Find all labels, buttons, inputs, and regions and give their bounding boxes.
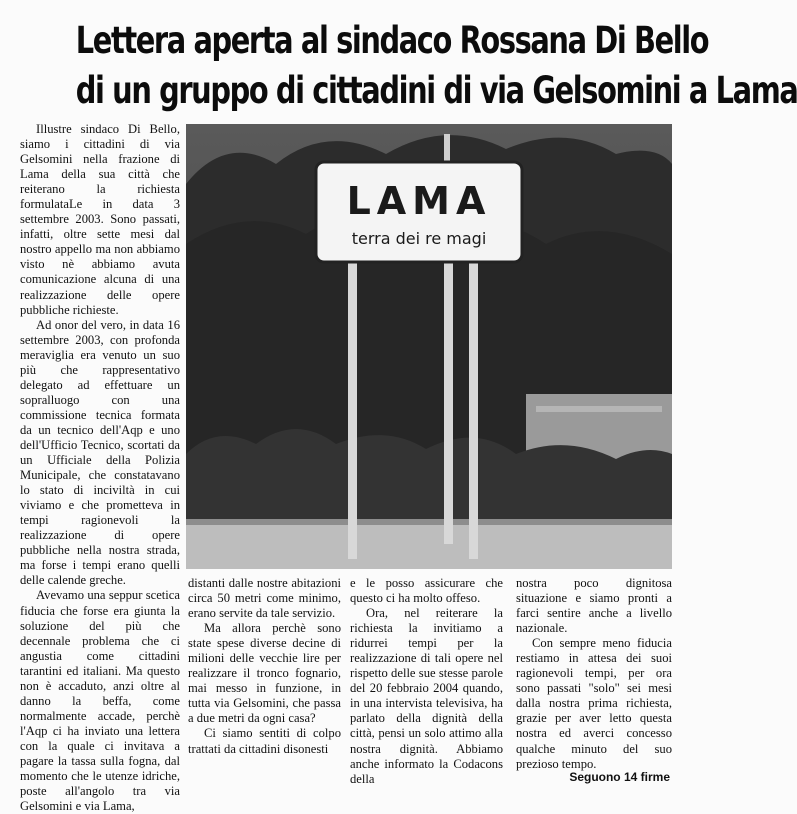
sign-subtitle: terra dei re magi xyxy=(351,229,487,248)
article-column-1 xyxy=(20,122,180,814)
paragraph: nostra poco dignitosa situazione e siamo pronti a farci sentire anche a livello nazionale. xyxy=(516,576,672,636)
paragraph: Ad onor del vero, in data 16 settembre 2003, con profonda meraviglia era venuto un suo più che rappresentativo delegato ad effettuare un sopralluogo con una commissione tecnica formata da un tecnico dell'Aqp e uno dell'Ufficio Tecnico, scortati da un Ufficiale della Polizia Municipale, che constatavano lo stato di inciviltà in cui viviamo e che prometteva in tempi ragionevoli la realizzazione di opere pubbliche nella nostra strada, ma forse i tempi erano quelli delle calende greche. xyxy=(20,317,180,588)
article-column-2 xyxy=(188,576,341,757)
paragraph: Ma allora perchè sono state spese diverse decine di milioni delle vecchie lire per realizzare il tronco fognario, mai messo in funzione, in tutta via Gelsomini, che passa a due metri da ogni casa? xyxy=(188,621,341,726)
article-photo xyxy=(186,124,672,569)
headline-line-2: di un gruppo di cittadini di via Gelsomini a Lama xyxy=(75,69,797,112)
signature-line: Seguono 14 firme xyxy=(569,770,670,784)
paragraph: e le posso assicurare che questo ci ha molto offeso. xyxy=(350,576,503,606)
paragraph: Illustre sindaco Di Bello, siamo i cittadini di via Gelsomini nella frazione di Lama della sua città che reiterano la richiesta formulataLe in data 3 settembre 2003. Sono passati, infatti, oltre sette mesi dal nostro appello ma non abbiamo visto nè abbiamo avuta comunicazione alcuna di una realizzazione delle opere pubbliche richieste. xyxy=(20,122,180,317)
article-column-4 xyxy=(516,576,672,772)
sign-title: LAMA xyxy=(346,179,492,223)
photo-scene xyxy=(186,124,672,569)
headline-line-1: Lettera aperta al sindaco Rossana Di Bello xyxy=(75,19,709,62)
paragraph: Con sempre meno fiducia restiamo in attesa dei suoi ragionevoli tempi, per ora sono passati "solo" sei mesi dalla nostra prima richiesta, grazie per aver letto questa nostra ed averci concesso qualche minuto del suo prezioso tempo. xyxy=(516,636,672,771)
paragraph: Avevamo una seppur scetica fiducia che forse era giunta la soluzione del più che decennale problema che ci angustia come cittadini tarantini ed italiani. Ma questo non è accaduto, anzi oltre al danno la beffa, come normalmente accade, perchè l'Aqp ci ha inviato una lettera con la quale ci invitava a pagare la tassa sulla fogna, dal momento che le utenze idriche, poste all'angolo tra via Gelsomini e via Lama, xyxy=(20,588,180,814)
paragraph: Ci siamo sentiti di colpo trattati da cittadini disonesti xyxy=(188,726,341,756)
paragraph: distanti dalle nostre abitazioni circa 50 metri come minimo, erano servite da tale servizio. xyxy=(188,576,341,621)
paragraph: Ora, nel reiterare la richiesta la invitiamo a ridurrei tempi per la realizzazione di tali opere nel rispetto delle sue stesse parole del 20 febbraio 2004 quando, in una intervista televisiva, ha parlato della dignità della città, pensi un solo attimo alla nostra dignità. Abbiamo anche informato la Codacons della xyxy=(350,606,503,786)
article-column-3 xyxy=(350,576,503,787)
